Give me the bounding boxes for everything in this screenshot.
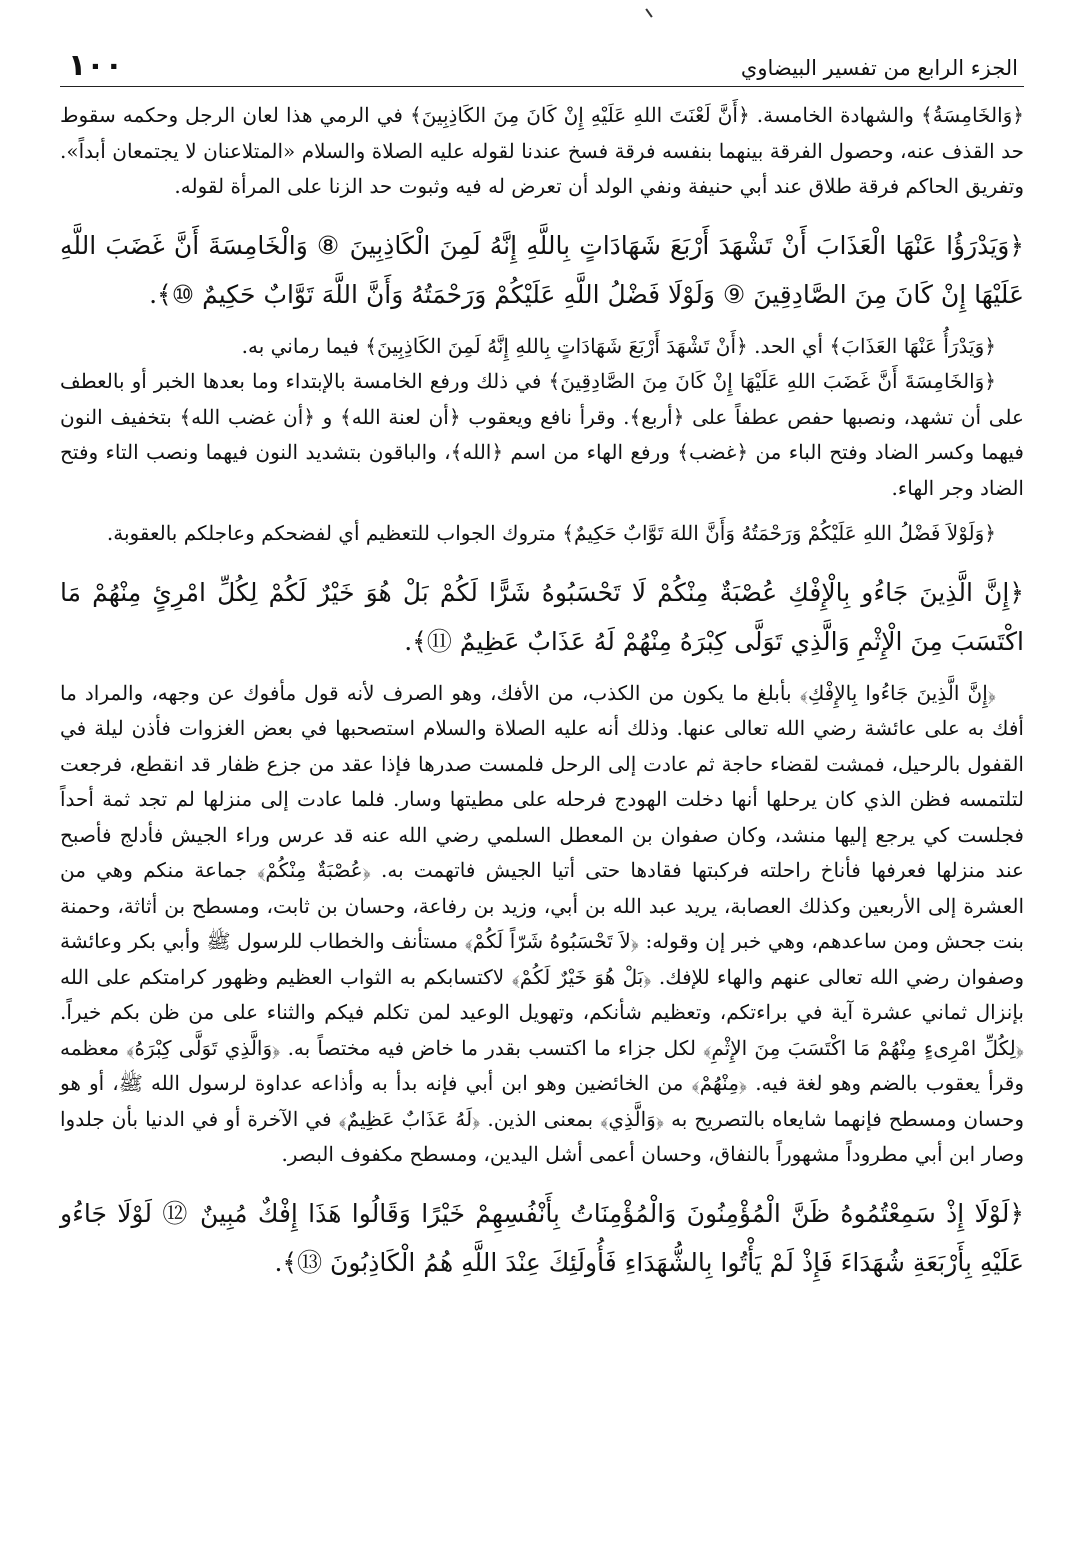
quran-verses-12-13: ﴿لَوْلَا إِذْ سَمِعْتُمُوهُ ظَنَّ الْمُؤْمِنُونَ وَالْمُؤْمِنَاتُ بِأَنْفُسِهِمْ خَيْرًا وَقَالُوا هَذَا إِفْكٌ مُبِينٌ ⑫ لَوْلَا جَاءُو عَلَيْهِ بِأَرْبَعَةِ شُهَدَاءَ فَإِذْ لَمْ يَأْتُوا بِالشُّهَدَاءِ فَأُولَئِكَ عِنْدَ اللَّهِ هُمُ الْكَاذِبُونَ ⑬﴾. — [60, 1198, 1024, 1277]
commentary-paragraph: ﴿وَالخَامِسَةُ﴾ والشهادة الخامسة. ﴿أَنَّ لَعْنَتَ اللهِ عَلَيْهِ إِنْ كَانَ مِنَ الكَاذِبِينَ﴾ في الرمي هذا لعان الرجل وحكمه سقوط حد القذف عنه، وحصول الفرقة بينهما بنفسه فرقة فسخ عندنا لقوله عليه الصلاة والسلام «المتلاعنان لا يجتمعان أبداً». وتفريق الحاكم فرقة طلاق عند أبي حنيفة ونفي الولد أن تعرض له فيه وثبوت حد الزنا على المرأة لقوله. — [60, 103, 1024, 198]
commentary-paragraph: ﴿إِنَّ الَّذِينَ جَاءُوا بِالإِفْكِ﴾ بأبلغ ما يكون من الكذب، من الأفك، وهو الصرف لأنه قول مأفوك عن وجهه، والمراد ما أفك به على عائشة رضي الله تعالى عنها. وذلك أنه عليه الصلاة والسلام استصحبها في بعض الغزوات فأذن ليلة في القفول بالرحيل، فمشت لقضاء حاجة ثم عادت إلى الرحل فلمست صدرها فإذا عقد من جزع ظفار قد انقطع، فرجعت لتلتمسه فظن الذي كان يرحلها أنها دخلت الهودج فرحله على مطيتها وسار. فلما عادت إلى منزلها لم تجد ثمة أحداً فجلست كي يرجع إليها منشد، وكان صفوان بن المعطل السلمي رضي الله عنه قد عرس وراء الجيش فأدلج فأصبح عند منزلها فعرفها فأناخ راحلته فركبتها فقادها حتى أتيا الجيش فاتهمت به. ﴿عُصْبَةٌ مِنْكُمْ﴾ جماعة منكم وهي من العشرة إلى الأربعين وكذلك العصابة، يريد عبد الله بن أبي، وزيد بن رفاعة، وحسان بن ثابت، ومسطح بن أثاثة، وحمنة بنت جحش ومن ساعدهم، وهي خبر إن وقوله: ﴿لاَ تَحْسَبُوهُ شَرّاً لَكُمْ﴾ مستأنف والخطاب للرسول ﷺ وأبي بكر وعائشة وصفوان رضي الله تعالى عنهم والهاء للإفك. ﴿بَلْ هُوَ خَيْرٌ لَكُمْ﴾ لاكتسابكم به الثواب العظيم وظهور كرامتكم على الله بإنزال ثماني عشرة آية في براءتكم، وتعظيم شأنكم، وتهويل الوعيد لمن تكلم فيكم والثناء على من ظن بكم خيراً. ﴿لِكُلِّ امْرِىءٍ مِنْهُمْ مَا اكْتَسَبَ مِنَ الإِثْمِ﴾ لكل جزاء ما اكتسب بقدر ما خاض فيه مختصاً به. ﴿وَالَّذِي تَوَلَّى كِبْرَهُ﴾ معظمه وقرأ يعقوب بالضم وهو لغة فيه. ﴿مِنْهُمْ﴾ من الخائضين وهو ابن أبي فإنه بدأ به وأذاعه عداوة لرسول الله ﷺ، أو هو وحسان ومسطح فإنهما شايعاه بالتصريح به ﴿وَالَّذِي﴾ بمعنى الذين. ﴿لَهُ عَذَابٌ عَظِيمٌ﴾ في الآخرة أو في الدنيا بأن جلدوا وصار ابن أبي مطروداً مشهوراً بالنفاق، وحسان أعمى أشل اليدين، ومسطح مكفوف البصر. — [60, 680, 1025, 1166]
running-header — [60, 46, 1024, 87]
page-number: ١٠٠ — [68, 48, 123, 83]
commentary-paragraph: ﴿وَيَدْرَأُ عَنْهَا العَذَابَ﴾ أي الحد. ﴿أَنْ تَشْهَدَ أَرْبَعَ شَهَادَاتٍ بِاللهِ إِنَّهُ لَمِنَ الكَاذِبِينَ﴾ فيما رماني به. — [241, 333, 996, 358]
page-body — [60, 98, 1024, 1287]
scan-mark — [645, 8, 652, 17]
quran-verse-11: ﴿إِنَّ الَّذِينَ جَاءُو بِالْإِفْكِ عُصْبَةٌ مِنْكُمْ لَا تَحْسَبُوهُ شَرًّا لَكُمْ بَلْ هُوَ خَيْرٌ لَكُمْ لِكُلِّ امْرِئٍ مِنْهُمْ مَا اكْتَسَبَ مِنَ الْإِثْمِ وَالَّذِي تَوَلَّى كِبْرَهُ مِنْهُمْ لَهُ عَذَابٌ عَظِيمٌ ⑪﴾. — [60, 577, 1024, 656]
commentary-paragraph: ﴿وَلَوْلاَ فَضْلُ اللهِ عَلَيْكُمْ وَرَحْمَتُهُ وَأَنَّ اللهَ تَوَّابٌ حَكِيمٌ﴾ متروك الجواب للتعظيم أي لفضحكم وعاجلكم بالعقوبة. — [106, 521, 996, 545]
commentary-paragraph: ﴿وَالخَامِسَةَ أَنَّ غَضَبَ اللهِ عَلَيْهَا إِنْ كَانَ مِنَ الصَّادِقِينَ﴾ في ذلك ورفع الخامسة بالإبتداء وما بعدها الخبر أو بالعطف على أن تشهد، ونصبها حفص عطفاً على ﴿أربع﴾. وقرأ نافع ويعقوب ﴿أن لعنة الله﴾ و ﴿أن غضب الله﴾ بتخفيف النون فيهما وكسر الضاد وفتح الباء من ﴿غضب﴾ ورفع الهاء من اسم ﴿الله﴾، والباقون بتشديد النون فيهما ونصب التاء وفتح الضاد وجر الهاء. — [60, 369, 1024, 500]
running-title: الجزء الرابع من تفسير البيضاوي — [740, 56, 1018, 80]
quran-verses-8-10: ﴿وَيَدْرَؤُا عَنْهَا الْعَذَابَ أَنْ تَشْهَدَ أَرْبَعَ شَهَادَاتٍ بِاللَّهِ إِنَّهُ لَمِنَ الْكَاذِبِينَ ⑧ وَالْخَامِسَةَ أَنَّ غَضَبَ اللَّهِ عَلَيْهَا إِنْ كَانَ مِنَ الصَّادِقِينَ ⑨ وَلَوْلَا فَضْلُ اللَّهِ عَلَيْكُمْ وَرَحْمَتُهُ وَأَنَّ اللَّهَ تَوَّابٌ حَكِيمٌ ⑩﴾. — [60, 230, 1024, 309]
